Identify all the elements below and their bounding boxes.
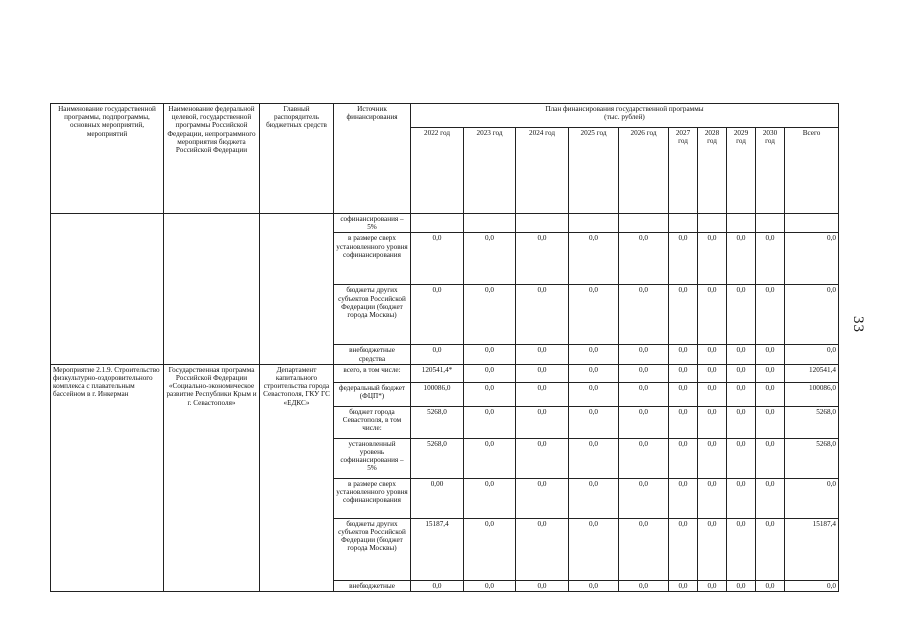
value-cell: 0,0 xyxy=(756,364,785,382)
value-cell: 0,0 xyxy=(464,285,516,345)
value-cell xyxy=(698,214,727,233)
value-cell: 0,0 xyxy=(727,406,756,438)
value-cell: 0,0 xyxy=(619,406,669,438)
plan-unit: (тыс. рублей) xyxy=(604,113,645,122)
value-cell: 0,0 xyxy=(516,382,569,406)
value-cell: 0,0 xyxy=(516,438,569,478)
table-row xyxy=(51,214,839,233)
value-cell: 0,0 xyxy=(698,580,727,591)
value-cell: 0,0 xyxy=(756,345,785,364)
measure-section xyxy=(51,364,839,591)
source-cell: бюджеты других субъектов Российской Федерации (бюджет города Москвы) xyxy=(334,285,411,345)
value-cell: 0,0 xyxy=(569,233,619,285)
value-cell: 0,0 xyxy=(756,382,785,406)
value-cell: 0,0 xyxy=(411,233,464,285)
value-cell: 100086,0 xyxy=(411,382,464,406)
value-cell: 0,0 xyxy=(727,364,756,382)
value-cell: 0,0 xyxy=(727,345,756,364)
year-header: 2029 год xyxy=(727,128,756,214)
header-plan xyxy=(411,104,839,128)
value-cell: 0,0 xyxy=(698,438,727,478)
value-cell: 0,0 xyxy=(464,580,516,591)
value-cell: 0,0 xyxy=(411,345,464,364)
value-cell: 0,0 xyxy=(727,285,756,345)
value-cell: 0,0 xyxy=(669,285,698,345)
measure-manager: Департамент капитального строительства города Севастополя, ГКУ ГС «ЕДКС» xyxy=(260,364,334,591)
value-cell: 0,0 xyxy=(464,233,516,285)
measure-name: Мероприятие 2.1.9. Строительство физкультурно-оздоровительного комплекса с плавательным бассейном в г. Инкерман xyxy=(51,364,164,591)
value-cell: 0,0 xyxy=(619,345,669,364)
value-cell: 0,0 xyxy=(569,478,619,518)
value-cell: 0,0 xyxy=(756,580,785,591)
value-cell: 0,0 xyxy=(569,345,619,364)
total-cell: 0,0 xyxy=(785,285,839,345)
value-cell: 0,0 xyxy=(619,580,669,591)
source-cell: бюджет города Севастополя, в том числе: xyxy=(334,406,411,438)
continuation-section xyxy=(51,214,839,365)
source-cell: в размере сверх установленного уровня софинансирования xyxy=(334,478,411,518)
value-cell xyxy=(619,214,669,233)
year-header: 2026 год xyxy=(619,128,669,214)
value-cell: 0,0 xyxy=(619,233,669,285)
financing-table xyxy=(50,103,839,592)
source-cell: внебюджетные xyxy=(334,580,411,591)
value-cell: 0,0 xyxy=(669,364,698,382)
value-cell: 120541,4* xyxy=(411,364,464,382)
value-cell xyxy=(464,214,516,233)
value-cell: 0,0 xyxy=(569,382,619,406)
value-cell: 0,0 xyxy=(464,406,516,438)
value-cell: 0,00 xyxy=(411,478,464,518)
value-cell: 0,0 xyxy=(756,285,785,345)
value-cell: 0,0 xyxy=(756,406,785,438)
total-cell: 5268,0 xyxy=(785,406,839,438)
value-cell xyxy=(516,214,569,233)
measure-program: Государственная программа Российской Федерации «Социально-экономическое развитие Республики Крым и г. Севастополя» xyxy=(164,364,260,591)
value-cell: 0,0 xyxy=(464,518,516,580)
value-cell xyxy=(756,214,785,233)
total-cell: 120541,4 xyxy=(785,364,839,382)
value-cell: 0,0 xyxy=(669,233,698,285)
value-cell: 0,0 xyxy=(727,382,756,406)
value-cell: 0,0 xyxy=(411,285,464,345)
year-header: 2025 год xyxy=(569,128,619,214)
year-header: 2030 год xyxy=(756,128,785,214)
value-cell: 0,0 xyxy=(727,438,756,478)
value-cell: 0,0 xyxy=(516,518,569,580)
value-cell: 0,0 xyxy=(698,364,727,382)
value-cell: 5268,0 xyxy=(411,406,464,438)
value-cell: 0,0 xyxy=(698,406,727,438)
value-cell: 0,0 xyxy=(698,478,727,518)
value-cell: 0,0 xyxy=(516,345,569,364)
header-program-name: Наименование государственной программы, подпрограммы, основных мероприятий, мероприятий xyxy=(51,104,164,214)
total-cell: 0,0 xyxy=(785,233,839,285)
value-cell xyxy=(669,214,698,233)
value-cell: 0,0 xyxy=(698,233,727,285)
value-cell: 0,0 xyxy=(669,438,698,478)
source-cell: в размере сверх установленного уровня софинансирования xyxy=(334,233,411,285)
total-header: Всего xyxy=(785,128,839,214)
value-cell: 0,0 xyxy=(516,406,569,438)
value-cell: 0,0 xyxy=(727,233,756,285)
year-header: 2028 год xyxy=(698,128,727,214)
value-cell: 0,0 xyxy=(569,580,619,591)
value-cell: 0,0 xyxy=(727,580,756,591)
value-cell: 0,0 xyxy=(727,478,756,518)
header-budget-manager: Главный распорядитель бюджетных средств xyxy=(260,104,334,214)
total-cell xyxy=(785,214,839,233)
value-cell: 0,0 xyxy=(619,382,669,406)
value-cell: 0,0 xyxy=(669,478,698,518)
value-cell: 0,0 xyxy=(464,478,516,518)
total-cell: 100086,0 xyxy=(785,382,839,406)
source-cell: установленный уровень софинансирования – 5% xyxy=(334,438,411,478)
value-cell xyxy=(727,214,756,233)
value-cell: 15187,4 xyxy=(411,518,464,580)
value-cell: 0,0 xyxy=(516,580,569,591)
value-cell: 0,0 xyxy=(569,518,619,580)
value-cell: 0,0 xyxy=(669,518,698,580)
empty-cell xyxy=(51,214,164,365)
source-cell: внебюджетные средства xyxy=(334,345,411,364)
value-cell: 0,0 xyxy=(411,580,464,591)
value-cell: 0,0 xyxy=(569,364,619,382)
source-cell: софинансирования – 5% xyxy=(334,214,411,233)
year-header: 2022 год xyxy=(411,128,464,214)
plan-title: План финансирования государственной программы xyxy=(545,105,704,113)
total-cell: 0,0 xyxy=(785,580,839,591)
header-funding-source: Источник финансирования xyxy=(334,104,411,214)
value-cell: 0,0 xyxy=(464,438,516,478)
total-cell: 0,0 xyxy=(785,478,839,518)
value-cell: 0,0 xyxy=(464,364,516,382)
value-cell: 0,0 xyxy=(516,478,569,518)
value-cell: 0,0 xyxy=(669,580,698,591)
value-cell: 0,0 xyxy=(569,406,619,438)
value-cell: 0,0 xyxy=(464,382,516,406)
value-cell: 0,0 xyxy=(619,438,669,478)
value-cell: 0,0 xyxy=(698,382,727,406)
value-cell: 0,0 xyxy=(698,285,727,345)
empty-cell xyxy=(260,214,334,365)
value-cell: 0,0 xyxy=(727,518,756,580)
value-cell: 0,0 xyxy=(698,518,727,580)
value-cell: 0,0 xyxy=(698,345,727,364)
value-cell: 0,0 xyxy=(669,406,698,438)
value-cell: 0,0 xyxy=(619,518,669,580)
year-header: 2027 год xyxy=(669,128,698,214)
table-row xyxy=(51,364,839,382)
source-cell: федеральный бюджет (ФЦП*) xyxy=(334,382,411,406)
value-cell: 5268,0 xyxy=(411,438,464,478)
page-number: 33 xyxy=(850,316,866,333)
total-cell: 0,0 xyxy=(785,345,839,364)
value-cell: 0,0 xyxy=(516,364,569,382)
header-federal-program: Наименование федеральной целевой, государственной программы Российской Федерации, непрограммного мероприятия бюджета Российской Федерации xyxy=(164,104,260,214)
total-cell: 15187,4 xyxy=(785,518,839,580)
value-cell: 0,0 xyxy=(464,345,516,364)
value-cell: 0,0 xyxy=(756,518,785,580)
value-cell xyxy=(411,214,464,233)
empty-cell xyxy=(164,214,260,365)
value-cell: 0,0 xyxy=(516,285,569,345)
value-cell: 0,0 xyxy=(569,285,619,345)
value-cell: 0,0 xyxy=(669,345,698,364)
value-cell: 0,0 xyxy=(569,438,619,478)
value-cell: 0,0 xyxy=(619,285,669,345)
value-cell: 0,0 xyxy=(756,478,785,518)
value-cell: 0,0 xyxy=(756,233,785,285)
year-header: 2024 год xyxy=(516,128,569,214)
year-header: 2023 год xyxy=(464,128,516,214)
value-cell: 0,0 xyxy=(756,438,785,478)
source-cell: всего, в том числе: xyxy=(334,364,411,382)
value-cell: 0,0 xyxy=(619,478,669,518)
value-cell: 0,0 xyxy=(619,364,669,382)
value-cell: 0,0 xyxy=(516,233,569,285)
value-cell: 0,0 xyxy=(669,382,698,406)
total-cell: 5268,0 xyxy=(785,438,839,478)
source-cell: бюджеты других субъектов Российской Федерации (бюджет города Москвы) xyxy=(334,518,411,580)
value-cell xyxy=(569,214,619,233)
